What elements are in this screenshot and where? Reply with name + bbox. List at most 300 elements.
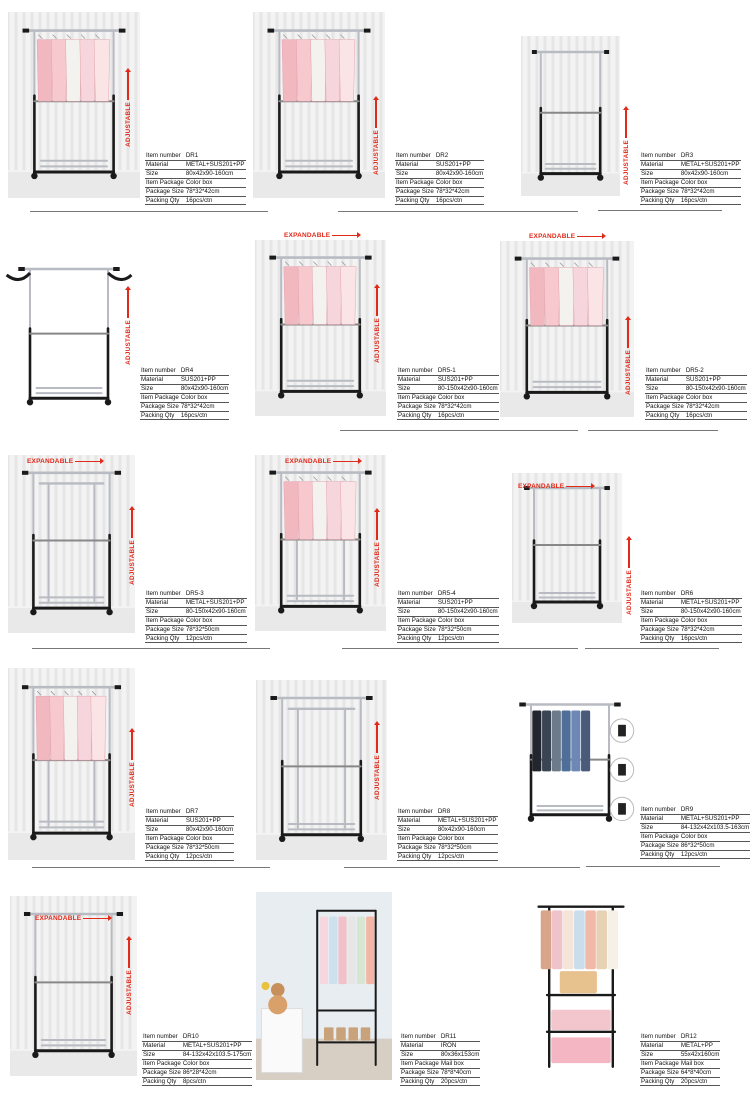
spec-row-packing-qty [397,852,498,861]
clothes-rack-image [256,892,392,1080]
spec-row-item-number [140,367,229,375]
spec-row-item-number [640,152,741,160]
spec-row-size [640,823,750,832]
spec-value: 86*28*42cm [182,1068,252,1077]
spec-label: Packing Qty [397,411,437,420]
spec-table [645,367,747,420]
spec-value: 12pcs/ctn [185,852,234,861]
expandable-indicator [284,232,358,239]
adjustable-indicator [622,540,636,615]
spec-label: Material [395,160,435,169]
product-photo [512,473,622,623]
spec-row-package-size [145,843,234,852]
adjustable-label: ADJUSTABLE [124,102,132,147]
spec-row-size [400,1050,480,1059]
spec-value: DR7 [185,808,234,816]
spec-row-size [142,1050,252,1059]
spec-row-material [645,375,747,384]
spec-row-material [145,160,246,169]
spec-label: Item Package [641,832,679,840]
spec-label: Package Size [401,1068,439,1076]
spec-label: Size [397,825,437,834]
divider [340,430,578,431]
spec-label: Packing Qty [145,196,185,205]
spec-row-item-package [397,616,499,625]
spec-row-material [145,598,247,607]
expandable-label: EXPANDABLE [529,233,576,240]
spec-value: 8pcs/ctn [182,1077,252,1086]
adjustable-indicator [121,290,135,365]
spec-label: Item number [145,590,185,598]
adjustable-indicator [121,72,135,147]
adjustable-indicator [122,940,136,1015]
spec-label: Material [145,598,185,607]
spec-value: 16pcs/ctn [435,196,484,205]
spec-label: Size [640,169,680,178]
spec-row-package-size [640,625,742,634]
spec-table [145,808,234,861]
spec-value: DR11 [440,1033,481,1041]
spec-label: Material [640,814,680,823]
spec-value: SUS201+PP [685,375,747,384]
spec-table [640,806,750,859]
spec-row-package-size [640,841,750,850]
spec-row-package-size [140,402,229,411]
spec-row-packing-qty [397,411,499,420]
clothes-rack-image [505,690,635,835]
spec-table [142,1033,252,1086]
arrow-up-icon [376,725,378,753]
spec-value: DR5-1 [437,367,499,375]
spec-label: Item number [397,367,437,375]
spec-label: Material [397,816,437,825]
spec-value: 12pcs/ctn [437,852,498,861]
spec-label: Packing Qty [142,1077,182,1086]
arrow-right-icon [332,235,358,237]
spec-row-package-size [145,625,247,634]
arrow-up-icon [375,100,377,128]
spec-label: Packing Qty [145,634,185,643]
spec-value: 84-132x42x103.5-175cm [182,1050,252,1058]
adjustable-label: ADJUSTABLE [373,755,381,800]
divider [344,867,580,868]
spec-value: Color box [437,834,498,843]
spec-label: Item number [640,590,680,598]
spec-value: Color box [680,178,741,187]
spec-row-size [145,825,234,834]
clothes-rack-image [253,12,385,198]
spec-value: METAL+SUS201+PP [182,1041,252,1050]
spec-row-item-number [640,806,750,814]
spec-value: METAL+SUS201+PP [185,160,245,168]
spec-label: Material [397,375,437,384]
spec-value: Color box [180,393,229,402]
spec-label: Item number [640,152,680,160]
spec-label: Item Package [401,1059,439,1067]
spec-value: 80x36x153cm [440,1050,480,1058]
spec-value: 80x42x90-160cm [680,169,741,178]
spec-row-package-size [640,1068,720,1077]
spec-row-item-number [640,590,742,598]
spec-label: Size [400,1050,440,1059]
clothes-rack-image [256,680,387,860]
spec-row-package-size [645,402,747,411]
spec-row-material [397,816,498,825]
spec-label: Package Size [398,843,436,851]
product-photo [256,680,387,860]
spec-label: Item number [145,152,185,160]
spec-label: Item Package [146,834,184,842]
adjustable-label: ADJUSTABLE [624,350,632,395]
spec-row-packing-qty [395,196,484,205]
spec-row-material [640,160,741,169]
expandable-indicator [529,233,603,240]
spec-label: Material [640,160,680,169]
spec-row-item-package [640,1059,720,1068]
spec-value: SUS201+PP [185,816,234,825]
clothes-rack-image [8,668,135,860]
spec-label: Item Package [641,178,679,186]
spec-label: Item Package [398,834,436,842]
spec-row-material [397,375,499,384]
spec-label: Size [397,384,437,393]
spec-label: Packing Qty [397,852,437,861]
spec-row-size [640,607,742,616]
spec-value: 80x42x90-160cm [180,384,229,392]
arrow-right-icon [333,461,359,463]
spec-row-material [640,814,750,823]
spec-table [395,152,484,205]
spec-label: Material [145,816,185,825]
divider [342,648,578,649]
arrow-up-icon [127,290,129,318]
spec-row-size [645,384,747,393]
clothes-rack-image [521,36,620,196]
spec-label: Material [397,598,437,607]
spec-value: DR6 [680,590,742,598]
spec-value: 12pcs/ctn [437,634,499,643]
spec-label: Package Size [646,402,684,410]
product-photo [500,241,634,417]
spec-row-packing-qty [640,1077,720,1086]
spec-value: 78*32*42cm [680,187,741,196]
expandable-label: EXPANDABLE [284,232,331,239]
spec-label: Packing Qty [395,196,435,205]
spec-label: Size [645,384,685,393]
spec-table [397,590,499,643]
spec-row-package-size [640,187,741,196]
adjustable-label: ADJUSTABLE [622,140,630,185]
spec-value: 78*32*42cm [435,187,484,196]
spec-row-packing-qty [640,634,742,643]
product-photo [8,668,135,860]
spec-label: Package Size [146,625,184,633]
spec-label: Size [640,607,680,616]
spec-row-item-number [145,590,247,598]
spec-value: 78*32*42cm [680,625,742,634]
spec-label: Packing Qty [400,1077,440,1086]
spec-label: Material [640,598,680,607]
spec-row-material [397,598,499,607]
spec-row-size [640,1050,720,1059]
spec-row-material [140,375,229,384]
spec-row-item-package [145,616,247,625]
spec-value: 78*32*50cm [437,843,498,852]
adjustable-indicator [125,732,139,807]
spec-row-item-number [397,590,499,598]
spec-value: 80-150x42x90-160cm [685,384,746,392]
expandable-indicator [285,458,359,465]
spec-table [640,1033,720,1086]
clothes-rack-image [255,240,386,416]
spec-label: Package Size [146,187,184,195]
spec-value: DR5-3 [185,590,247,598]
spec-label: Packing Qty [140,411,180,420]
spec-value: 80-150x42x90-160cm [185,607,246,615]
product-photo [256,892,392,1080]
spec-row-item-package [142,1059,252,1068]
spec-label: Packing Qty [645,411,685,420]
spec-row-item-package [640,832,750,841]
spec-label: Package Size [398,625,436,633]
spec-label: Item number [400,1033,440,1041]
spec-table [397,808,498,861]
product-photo [521,36,620,196]
spec-row-size [397,825,498,834]
spec-label: Item Package [143,1059,181,1067]
adjustable-indicator [125,510,139,585]
spec-value: 80x42x90-160cm [437,825,498,834]
clothes-rack-image [4,252,134,422]
arrow-up-icon [627,320,629,348]
divider [598,210,722,211]
spec-value: 80-150x42x90-160cm [437,384,498,392]
spec-label: Item Package [141,393,179,401]
spec-label: Item Package [646,393,684,401]
spec-value: 78*32*50cm [437,625,499,634]
spec-row-packing-qty [142,1077,252,1086]
spec-label: Packing Qty [397,634,437,643]
spec-row-package-size [397,402,499,411]
spec-label: Material [145,160,185,169]
spec-row-item-number [145,152,246,160]
adjustable-indicator [370,288,384,363]
spec-value: 78*32*42cm [437,402,499,411]
spec-row-packing-qty [640,850,750,859]
spec-value: 78*32*50cm [185,843,234,852]
spec-value: 16pcs/ctn [180,411,229,420]
clothes-rack-image [8,455,135,633]
spec-label: Item Package [146,616,184,624]
divider [586,866,720,867]
spec-row-item-number [397,808,498,816]
divider [338,211,578,212]
arrow-up-icon [625,110,627,138]
arrow-up-icon [376,288,378,316]
product-photo [10,896,137,1076]
spec-value: SUS201+PP [180,375,229,384]
product-photo [528,892,634,1076]
spec-value: Color box [685,393,747,402]
spec-label: Size [145,607,185,616]
spec-row-item-number [640,1033,720,1041]
arrow-up-icon [376,512,378,540]
product-photo [253,12,385,198]
product-photo [505,690,635,835]
spec-value: 20pcs/ctn [440,1077,481,1086]
adjustable-indicator [621,320,635,395]
spec-row-material [640,598,742,607]
spec-row-item-number [397,367,499,375]
spec-value: 80-150x42x90-160cm [437,607,498,615]
spec-value: 78*32*42cm [180,402,229,411]
spec-row-size [145,169,246,178]
spec-value: 12pcs/ctn [185,634,247,643]
arrow-up-icon [628,540,630,568]
spec-value: SUS201+PP [437,375,499,384]
spec-row-size [640,169,741,178]
spec-label: Package Size [398,402,436,410]
expandable-label: EXPANDABLE [518,483,565,490]
spec-row-item-package [395,178,484,187]
spec-value: METAL+SUS201+PP [185,598,247,607]
spec-value: 16pcs/ctn [685,411,747,420]
spec-row-package-size [400,1068,480,1077]
spec-value: Color box [185,178,246,187]
spec-row-item-package [645,393,747,402]
spec-value: 64*8*40cm [680,1068,721,1077]
spec-value: 55x42x160cm [680,1050,720,1058]
spec-label: Package Size [143,1068,181,1076]
spec-row-size [140,384,229,393]
spec-label: Material [400,1041,440,1050]
spec-label: Size [142,1050,182,1059]
spec-table [397,367,499,420]
spec-value: Color box [185,616,247,625]
spec-value: 80x42x90-160cm [185,825,234,833]
arrow-up-icon [131,732,133,760]
spec-label: Size [145,825,185,834]
spec-label: Size [145,169,185,178]
spec-row-packing-qty [645,411,747,420]
spec-row-item-number [142,1033,252,1041]
spec-row-packing-qty [400,1077,480,1086]
spec-table [640,152,741,205]
spec-row-packing-qty [397,634,499,643]
expandable-label: EXPANDABLE [27,458,74,465]
spec-value: Color box [680,616,742,625]
spec-row-item-number [395,152,484,160]
spec-label: Item Package [641,616,679,624]
spec-row-item-package [145,178,246,187]
expandable-indicator [35,915,109,922]
spec-row-material [142,1041,252,1050]
spec-label: Size [397,607,437,616]
spec-label: Package Size [396,187,434,195]
spec-value: DR2 [435,152,484,160]
spec-value: Color box [435,178,484,187]
adjustable-label: ADJUSTABLE [625,570,633,615]
spec-value: DR1 [185,152,246,160]
expandable-label: EXPANDABLE [285,458,332,465]
spec-row-item-package [397,834,498,843]
spec-value: SUS201+PP [435,160,484,169]
spec-value: DR5-4 [437,590,499,598]
spec-value: 86*32*50cm [680,841,750,850]
spec-value: DR12 [680,1033,721,1041]
spec-value: 16pcs/ctn [437,411,499,420]
spec-label: Material [645,375,685,384]
adjustable-label: ADJUSTABLE [372,130,380,175]
spec-value: 12pcs/ctn [680,850,750,859]
spec-label: Item number [395,152,435,160]
spec-value: SUS201+PP [437,598,499,607]
spec-row-package-size [397,625,499,634]
divider [588,430,718,431]
spec-value: Color box [185,834,234,843]
spec-value: DR5-2 [685,367,747,375]
spec-label: Item number [397,808,437,816]
spec-value: 78*8*40cm [440,1068,481,1077]
spec-label: Item number [397,590,437,598]
spec-table [400,1033,480,1086]
spec-label: Item Package [396,178,434,186]
product-photo [255,455,386,631]
spec-value: 80x42x90-160cm [435,169,484,177]
spec-row-item-package [640,616,742,625]
spec-row-size [145,607,247,616]
spec-row-package-size [142,1068,252,1077]
spec-label: Item Package [398,393,436,401]
spec-value: Color box [437,616,499,625]
spec-value: Color box [182,1059,252,1068]
spec-label: Item number [640,806,680,814]
spec-label: Material [140,375,180,384]
spec-row-material [145,816,234,825]
spec-label: Item Package [146,178,184,186]
spec-label: Item number [140,367,180,375]
spec-value: 16pcs/ctn [185,196,246,205]
spec-row-size [397,607,499,616]
clothes-rack-image [10,896,137,1076]
spec-row-item-package [397,393,499,402]
spec-label: Packing Qty [640,850,680,859]
adjustable-label: ADJUSTABLE [124,320,132,365]
spec-value: METAL+SUS201+PP [437,816,497,824]
expandable-indicator [27,458,101,465]
spec-label: Package Size [641,187,679,195]
spec-row-item-number [400,1033,480,1041]
arrow-up-icon [128,940,130,968]
adjustable-indicator [619,110,633,185]
arrow-right-icon [577,236,603,238]
spec-table [140,367,229,420]
spec-label: Package Size [141,402,179,410]
spec-row-packing-qty [640,196,741,205]
clothes-rack-image [512,473,622,623]
adjustable-indicator [369,100,383,175]
spec-row-item-package [640,178,741,187]
spec-value: 16pcs/ctn [680,196,741,205]
spec-label: Size [395,169,435,178]
spec-label: Material [640,1041,680,1050]
spec-label: Size [640,1050,680,1059]
spec-value: Mail box [440,1059,481,1068]
spec-row-packing-qty [145,634,247,643]
spec-value: 80x42x90-160cm [185,169,246,178]
adjustable-indicator [370,725,384,800]
spec-row-item-package [140,393,229,402]
